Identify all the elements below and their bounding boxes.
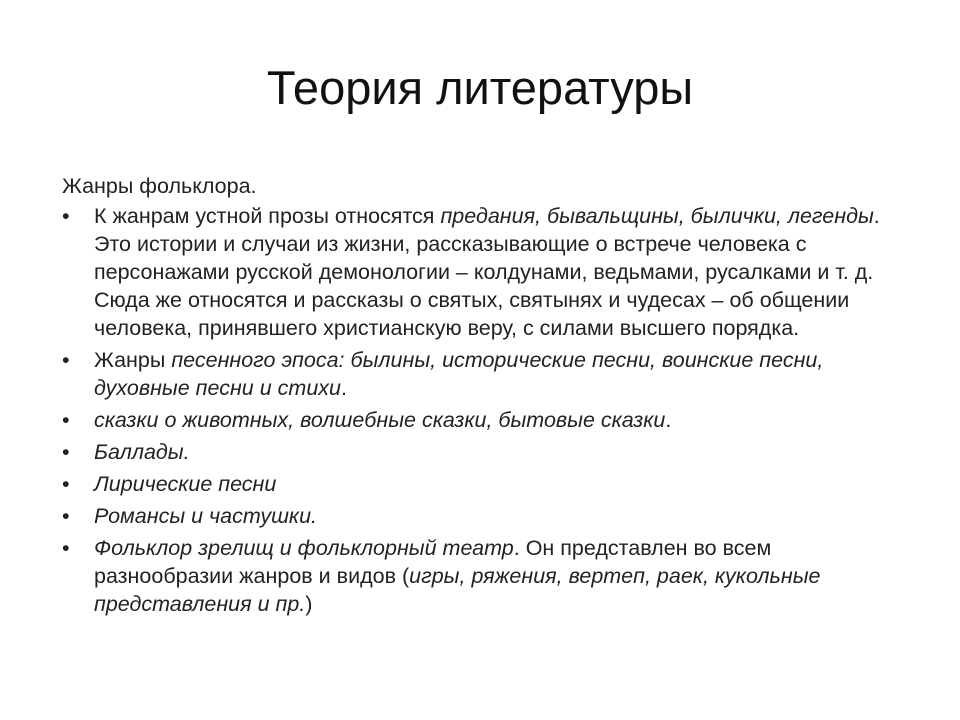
bullet-text: . <box>665 408 672 432</box>
bullet-text-italic: игры, ряжения, вертеп, раек, кукольные представления и пр. <box>94 564 821 616</box>
slide-title: Теория литературы <box>266 61 694 114</box>
bullet-text: Жанры <box>94 348 172 372</box>
bullet-text-italic: предания, бывальщины, былички, легенды <box>440 204 874 228</box>
bullet-item <box>62 438 912 466</box>
bullet-item <box>62 534 912 618</box>
bullet-text: ) <box>305 592 313 616</box>
bullet-item <box>62 470 912 498</box>
bullet-text-italic: Баллады. <box>94 440 190 464</box>
intro-text: Жанры фольклора. <box>62 174 257 198</box>
bullet-item <box>62 406 912 434</box>
bullet-text: . <box>340 376 347 400</box>
bullet-text-italic: песенного эпоса: былины, исторические песни, воинские песни, духовные песни и стихи <box>94 348 824 400</box>
bullet-icon: • <box>62 204 70 228</box>
bullet-text: . Это истории и случаи из жизни, рассказывающие о встрече человека с персонажами русской демонологии – колдунами, ведьмами, русалками и т. д. Сюда же относятся и рассказы о святых, святынях и чудесах – об общении человека, принявшего христианскую веру, с силами высшего порядка. <box>94 204 880 340</box>
bullet-list <box>62 202 912 618</box>
bullet-icon: • <box>62 536 70 560</box>
bullet-icon: • <box>62 472 70 496</box>
slide-content <box>62 172 912 622</box>
bullet-text-italic: сказки о животных, волшебные сказки, бытовые сказки <box>94 408 666 432</box>
bullet-icon: • <box>62 348 70 372</box>
bullet-icon: • <box>62 408 70 432</box>
bullet-text: К жанрам устной прозы относятся <box>94 204 441 228</box>
bullet-item <box>62 202 912 342</box>
bullet-text-italic: Фольклор зрелищ и фольклорный театр <box>94 536 514 560</box>
bullet-item <box>62 346 912 402</box>
bullet-text: . Он представлен во всем разнообразии жанров и видов ( <box>94 536 772 588</box>
bullet-icon: • <box>62 440 70 464</box>
bullet-text-italic: Романсы и частушки. <box>94 504 318 528</box>
bullet-item <box>62 502 912 530</box>
bullet-icon: • <box>62 504 70 528</box>
bullet-text-italic: Лирические песни <box>94 472 277 496</box>
